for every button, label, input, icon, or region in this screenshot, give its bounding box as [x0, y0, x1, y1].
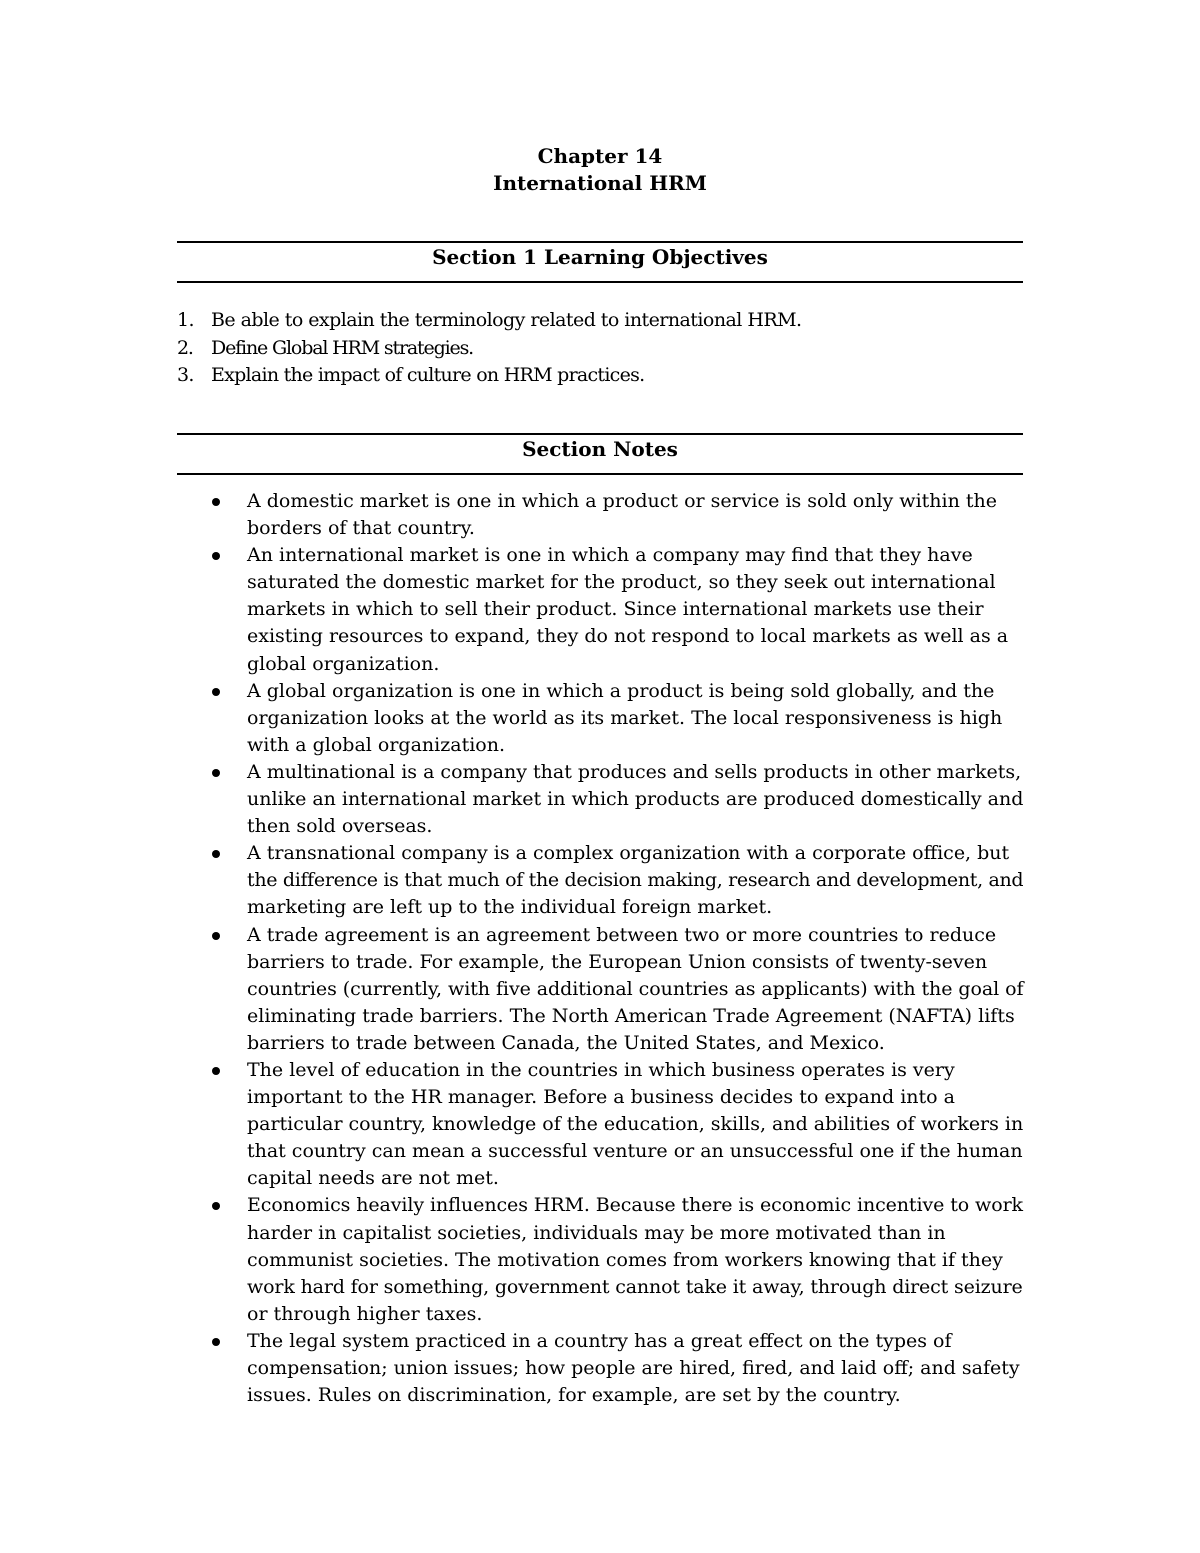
bullet-icon: [212, 932, 220, 940]
section-notes-list: [177, 488, 1023, 1409]
note-line: important to the HR manager. Before a business decides to expand into a: [247, 1086, 955, 1109]
objective-number: 3.: [177, 364, 194, 386]
objectives-heading: Section 1 Learning Objectives: [432, 245, 768, 269]
bullet-icon: [212, 688, 220, 696]
note-line: A trade agreement is an agreement between two or more countries to reduce: [247, 923, 997, 946]
note-line: communist societies. The motivation comes from workers knowing that if they: [247, 1248, 1003, 1271]
note-item: [177, 488, 1023, 542]
bullet-icon: [212, 769, 220, 777]
note-line: issues. Rules on discrimination, for example, are set by the country.: [247, 1384, 901, 1407]
note-line: that country can mean a successful venture or an unsuccessful one if the human: [247, 1140, 1023, 1163]
note-line: work hard for something, government cannot take it away, through direct seizure: [247, 1275, 1023, 1298]
note-item: [177, 678, 1023, 759]
note-line: compensation; union issues; how people are hired, fired, and laid off; and safety: [247, 1357, 1020, 1379]
objective-number: 2.: [177, 336, 193, 359]
note-item: [177, 922, 1023, 1057]
note-line: A transnational company is a complex organization with a corporate office, but: [247, 842, 1010, 865]
notes-top-rule: [177, 433, 1023, 435]
objective-item: [177, 307, 1023, 335]
note-line: markets in which to sell their product. Since international markets use their: [247, 598, 984, 621]
note-line: borders of that country.: [247, 517, 475, 540]
bullet-icon: [212, 552, 220, 560]
note-line: or through higher taxes.: [247, 1302, 483, 1325]
note-line: barriers to trade. For example, the European Union consists of twenty-seven: [247, 950, 988, 973]
chapter-subtitle: International HRM: [493, 171, 707, 195]
note-item: [177, 542, 1023, 677]
note-line: saturated the domestic market for the product, so they seek out international: [247, 571, 996, 594]
note-item: [177, 840, 1023, 921]
note-line: with a global organization.: [247, 733, 505, 756]
note-line: harder in capitalist societies, individuals may be more motivated than in: [247, 1221, 946, 1244]
notes-bottom-rule: [177, 473, 1023, 475]
note-line: unlike an international market in which products are produced domestically and: [247, 788, 1024, 811]
bullet-icon: [212, 498, 220, 506]
notes-heading: Section Notes: [522, 437, 678, 461]
bullet-icon: [212, 1202, 220, 1210]
note-line: capital needs are not met.: [247, 1167, 499, 1190]
note-item: [177, 1192, 1023, 1327]
note-line: The legal system practiced in a country has a great effect on the types of: [247, 1329, 952, 1352]
note-line: global organization.: [247, 652, 440, 675]
note-line: A global organization is one in which a product is being sold globally, and the: [247, 679, 995, 702]
note-line: An international market is one in which a company may find that they have: [247, 544, 973, 567]
note-line: eliminating trade barriers. The North American Trade Agreement (NAFTA) lifts: [247, 1004, 1015, 1027]
note-line: the difference is that much of the decision making, research and development, and: [247, 869, 1024, 892]
note-line: Economics heavily influences HRM. Because there is economic incentive to work: [247, 1194, 1023, 1217]
note-line: barriers to trade between Canada, the United States, and Mexico.: [247, 1031, 885, 1054]
objectives-top-rule: [177, 241, 1023, 243]
note-line: organization looks at the world as its market. The local responsiveness is high: [247, 706, 1003, 729]
chapter-title: Chapter 14: [537, 144, 663, 168]
note-line: A domestic market is one in which a product or service is sold only within the: [247, 490, 997, 512]
bullet-icon: [212, 850, 220, 858]
objective-item: [177, 362, 1023, 390]
bullet-icon: [212, 1067, 220, 1075]
objectives-bottom-rule: [177, 281, 1023, 283]
objective-item: [177, 335, 1023, 363]
objective-text: Define Global HRM strategies.: [211, 336, 474, 359]
note-line: particular country, knowledge of the education, skills, and abilities of workers in: [247, 1113, 1024, 1136]
note-line: then sold overseas.: [247, 815, 433, 838]
learning-objectives-list: [177, 307, 1023, 390]
note-line: countries (currently, with five additional countries as applicants) with the goal of: [247, 977, 1024, 1000]
note-line: A multinational is a company that produces and sells products in other markets,: [247, 760, 1022, 783]
note-item: [177, 759, 1023, 840]
objective-text: Explain the impact of culture on HRM practices.: [211, 364, 645, 386]
objective-number: 1.: [177, 309, 195, 331]
note-line: marketing are left up to the individual foreign market.: [247, 896, 773, 919]
note-line: The level of education in the countries in which business operates is very: [247, 1058, 955, 1081]
bullet-icon: [212, 1338, 220, 1346]
objective-text: Be able to explain the terminology related to international HRM.: [211, 309, 802, 331]
note-line: existing resources to expand, they do not respond to local markets as well as a: [247, 625, 1009, 648]
note-item: [177, 1328, 1023, 1409]
note-item: [177, 1057, 1023, 1192]
